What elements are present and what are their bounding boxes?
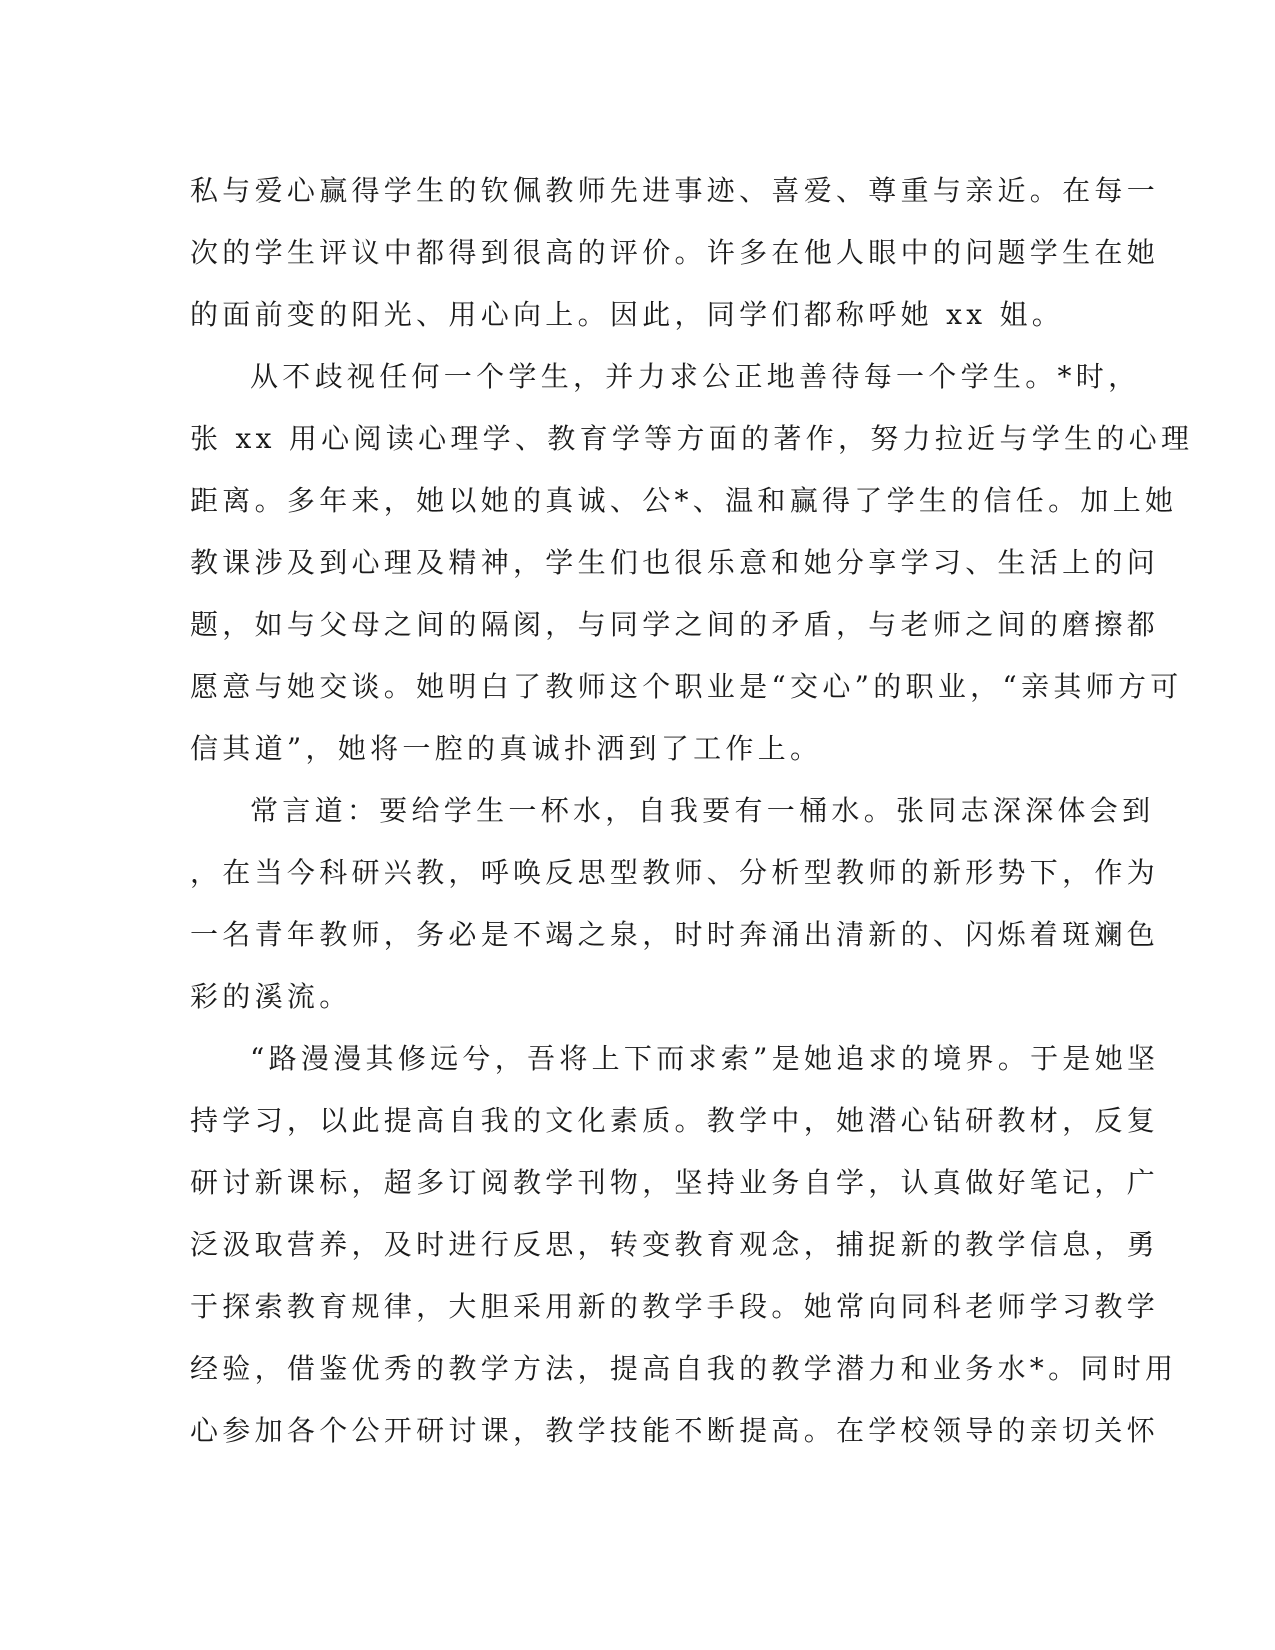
paragraph-start-line: 常言道：要给学生一杯水，自我要有一桶水。张同志深深体会到 xyxy=(250,794,1155,827)
text-line: 持学习，以此提高自我的文化素质。教学中，她潜心钻研教材，反复 xyxy=(190,1104,1160,1137)
text-line: 经验，借鉴优秀的教学方法，提高自我的教学潜力和业务水*。同时用 xyxy=(190,1352,1178,1385)
paragraph-start-line: 从不歧视任何一个学生，并力求公正地善待每一个学生。*时， xyxy=(250,360,1141,393)
text-line: 研讨新课标，超多订阅教学刊物，坚持业务自学，认真做好笔记，广 xyxy=(190,1166,1160,1199)
text-line: 张 xx 用心阅读心理学、教育学等方面的著作，努力拉近与学生的心理 xyxy=(190,422,1194,455)
text-line: 心参加各个公开研讨课，教学技能不断提高。在学校领导的亲切关怀 xyxy=(190,1414,1160,1447)
text-line: 教课涉及到心理及精神，学生们也很乐意和她分享学习、生活上的问 xyxy=(190,546,1160,579)
paragraph-start-line: “路漫漫其修远兮，吾将上下而求索”是她追求的境界。于是她坚 xyxy=(250,1042,1160,1075)
text-line: 的面前变的阳光、用心向上。因此，同学们都称呼她 xx 姐。 xyxy=(190,298,1065,331)
text-line: 彩的溪流。 xyxy=(190,980,352,1013)
text-line: 次的学生评议中都得到很高的评价。许多在他人眼中的问题学生在她 xyxy=(190,236,1160,269)
text-line: 距离。多年来，她以她的真诚、公*、温和赢得了学生的信任。加上她 xyxy=(190,484,1178,517)
text-line: 题，如与父母之间的隔阂，与同学之间的矛盾，与老师之间的磨擦都 xyxy=(190,608,1160,641)
document-body xyxy=(190,160,1194,1462)
text-line: 愿意与她交谈。她明白了教师这个职业是“交心”的职业，“亲其师方可 xyxy=(190,670,1183,703)
text-line: 私与爱心赢得学生的钦佩教师先进事迹、喜爱、尊重与亲近。在每一 xyxy=(190,174,1160,207)
text-line: ，在当今科研兴教，呼唤反思型教师、分析型教师的新形势下，作为 xyxy=(190,856,1160,889)
text-line: 信其道”，她将一腔的真诚扑洒到了工作上。 xyxy=(190,732,823,765)
text-line: 泛汲取营养，及时进行反思，转变教育观念，捕捉新的教学信息，勇 xyxy=(190,1228,1160,1261)
text-line: 于探索教育规律，大胆采用新的教学手段。她常向同科老师学习教学 xyxy=(190,1290,1160,1323)
text-line: 一名青年教师，务必是不竭之泉，时时奔涌出清新的、闪烁着斑斓色 xyxy=(190,918,1160,951)
